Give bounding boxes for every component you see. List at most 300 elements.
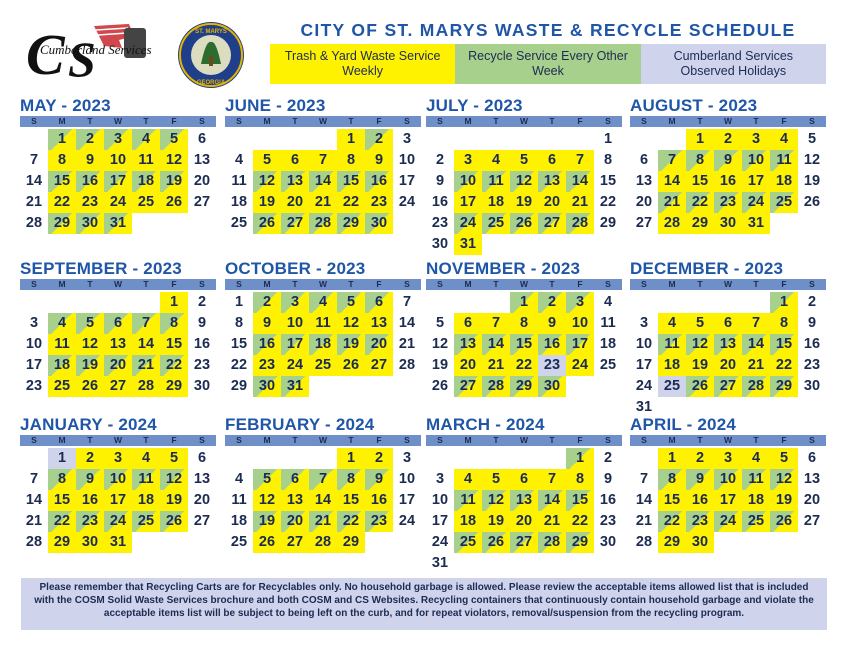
day-number: 18 bbox=[137, 173, 155, 189]
day-cell bbox=[337, 171, 365, 192]
day-number: 8 bbox=[575, 471, 585, 487]
week-row bbox=[20, 448, 216, 469]
day-number: 20 bbox=[719, 357, 737, 373]
day-number: 4 bbox=[141, 131, 151, 147]
day-number: 2 bbox=[603, 450, 613, 466]
day-cell bbox=[48, 150, 76, 171]
day-number: 14 bbox=[137, 336, 155, 352]
day-cell bbox=[686, 490, 714, 511]
day-number: 8 bbox=[779, 315, 789, 331]
day-cell bbox=[770, 129, 798, 150]
day-cell bbox=[132, 448, 160, 469]
weekday-label: F bbox=[577, 435, 583, 445]
day-number: 2 bbox=[262, 294, 272, 310]
week-row bbox=[630, 532, 826, 553]
day-number: 8 bbox=[57, 471, 67, 487]
day-cell bbox=[454, 334, 482, 355]
empty-day-cell bbox=[798, 213, 826, 234]
day-cell bbox=[20, 376, 48, 397]
day-number: 18 bbox=[53, 357, 71, 373]
day-number: 21 bbox=[747, 357, 765, 373]
day-number: 17 bbox=[719, 492, 737, 508]
day-number: 28 bbox=[314, 534, 332, 550]
day-number: 28 bbox=[398, 357, 416, 373]
day-number: 6 bbox=[290, 471, 300, 487]
day-number: 27 bbox=[515, 534, 533, 550]
day-number: 19 bbox=[165, 492, 183, 508]
day-number: 7 bbox=[318, 471, 328, 487]
day-cell bbox=[686, 448, 714, 469]
day-number: 7 bbox=[575, 152, 585, 168]
empty-day-cell bbox=[281, 129, 309, 150]
day-cell bbox=[538, 213, 566, 234]
day-cell bbox=[538, 192, 566, 213]
day-cell bbox=[686, 192, 714, 213]
day-cell bbox=[594, 213, 622, 234]
day-number: 3 bbox=[435, 471, 445, 487]
week-row bbox=[426, 171, 622, 192]
day-cell bbox=[742, 192, 770, 213]
empty-day-cell bbox=[365, 376, 393, 397]
day-cell bbox=[454, 171, 482, 192]
day-cell bbox=[188, 192, 216, 213]
day-cell bbox=[104, 532, 132, 553]
month-title: DECEMBER - 2023 bbox=[630, 259, 784, 278]
day-cell bbox=[76, 313, 104, 334]
weekday-label: S bbox=[605, 279, 611, 289]
day-number: 31 bbox=[109, 534, 127, 550]
day-cell bbox=[658, 448, 686, 469]
day-cell bbox=[742, 213, 770, 234]
day-number: 2 bbox=[197, 294, 207, 310]
empty-day-cell bbox=[20, 292, 48, 313]
day-number: 3 bbox=[29, 315, 39, 331]
day-cell bbox=[104, 448, 132, 469]
week-row bbox=[426, 192, 622, 213]
day-cell bbox=[770, 490, 798, 511]
day-cell bbox=[104, 469, 132, 490]
day-cell bbox=[160, 448, 188, 469]
day-cell bbox=[714, 213, 742, 234]
day-cell bbox=[426, 553, 454, 574]
day-number: 18 bbox=[747, 492, 765, 508]
day-number: 8 bbox=[346, 152, 356, 168]
weekday-header bbox=[630, 279, 826, 290]
day-cell bbox=[76, 532, 104, 553]
day-cell bbox=[714, 150, 742, 171]
day-number: 9 bbox=[695, 471, 705, 487]
week-row bbox=[630, 469, 826, 490]
day-number: 12 bbox=[342, 315, 360, 331]
day-cell bbox=[426, 234, 454, 255]
month-title: FEBRUARY - 2024 bbox=[225, 415, 375, 434]
day-number: 3 bbox=[639, 315, 649, 331]
day-cell bbox=[742, 490, 770, 511]
day-number: 13 bbox=[635, 173, 653, 189]
day-number: 8 bbox=[667, 471, 677, 487]
day-cell bbox=[188, 171, 216, 192]
day-cell bbox=[630, 469, 658, 490]
empty-day-cell bbox=[76, 292, 104, 313]
day-cell bbox=[253, 171, 281, 192]
day-cell bbox=[20, 469, 48, 490]
week-row bbox=[20, 129, 216, 150]
day-cell bbox=[309, 150, 337, 171]
empty-day-cell bbox=[482, 292, 510, 313]
week-row bbox=[20, 532, 216, 553]
weekday-label: T bbox=[292, 116, 298, 126]
week-row bbox=[426, 355, 622, 376]
day-cell bbox=[658, 469, 686, 490]
month-june-2023 bbox=[225, 96, 421, 234]
day-cell bbox=[538, 355, 566, 376]
week-row bbox=[225, 511, 421, 532]
day-cell bbox=[160, 334, 188, 355]
day-cell bbox=[510, 490, 538, 511]
day-cell bbox=[714, 334, 742, 355]
day-cell bbox=[104, 490, 132, 511]
day-cell bbox=[48, 490, 76, 511]
day-number: 6 bbox=[113, 315, 123, 331]
day-number: 22 bbox=[599, 194, 617, 210]
day-number: 2 bbox=[85, 131, 95, 147]
day-cell bbox=[48, 192, 76, 213]
day-number: 30 bbox=[599, 534, 617, 550]
week-row bbox=[426, 376, 622, 397]
day-cell bbox=[630, 355, 658, 376]
day-number: 20 bbox=[515, 513, 533, 529]
day-number: 28 bbox=[137, 378, 155, 394]
day-number: 3 bbox=[113, 450, 123, 466]
empty-day-cell bbox=[20, 129, 48, 150]
day-cell bbox=[742, 448, 770, 469]
day-number: 16 bbox=[370, 492, 388, 508]
day-cell bbox=[76, 192, 104, 213]
day-cell bbox=[742, 376, 770, 397]
day-cell bbox=[253, 292, 281, 313]
day-number: 13 bbox=[370, 315, 388, 331]
day-number: 5 bbox=[779, 450, 789, 466]
day-cell bbox=[630, 213, 658, 234]
day-cell bbox=[770, 511, 798, 532]
day-number: 14 bbox=[25, 173, 43, 189]
day-number: 5 bbox=[346, 294, 356, 310]
day-number: 21 bbox=[635, 513, 653, 529]
day-number: 17 bbox=[109, 492, 127, 508]
day-cell bbox=[594, 334, 622, 355]
day-cell bbox=[454, 355, 482, 376]
day-number: 31 bbox=[635, 399, 653, 415]
day-cell bbox=[48, 376, 76, 397]
day-number: 25 bbox=[53, 378, 71, 394]
day-cell bbox=[510, 334, 538, 355]
week-row bbox=[630, 355, 826, 376]
day-cell bbox=[510, 532, 538, 553]
day-cell bbox=[594, 192, 622, 213]
day-cell bbox=[510, 313, 538, 334]
day-cell bbox=[798, 334, 826, 355]
day-number: 16 bbox=[719, 173, 737, 189]
day-number: 26 bbox=[165, 513, 183, 529]
weekday-label: T bbox=[87, 435, 93, 445]
day-number: 22 bbox=[53, 194, 71, 210]
day-number: 2 bbox=[85, 450, 95, 466]
day-cell bbox=[76, 129, 104, 150]
day-number: 30 bbox=[691, 534, 709, 550]
month-title: APRIL - 2024 bbox=[630, 415, 737, 434]
week-row bbox=[20, 334, 216, 355]
day-cell bbox=[426, 334, 454, 355]
day-cell bbox=[337, 313, 365, 334]
day-cell bbox=[742, 313, 770, 334]
day-cell bbox=[188, 490, 216, 511]
day-cell bbox=[454, 150, 482, 171]
weekday-label: M bbox=[58, 435, 66, 445]
day-cell bbox=[365, 213, 393, 234]
day-number: 20 bbox=[193, 173, 211, 189]
day-number: 22 bbox=[165, 357, 183, 373]
day-number: 13 bbox=[193, 152, 211, 168]
day-number: 12 bbox=[803, 152, 821, 168]
day-number: 22 bbox=[230, 357, 248, 373]
day-number: 28 bbox=[314, 215, 332, 231]
day-cell bbox=[281, 292, 309, 313]
day-cell bbox=[594, 129, 622, 150]
day-number: 21 bbox=[137, 357, 155, 373]
day-number: 15 bbox=[691, 173, 709, 189]
day-number: 12 bbox=[775, 471, 793, 487]
day-cell bbox=[160, 355, 188, 376]
day-cell bbox=[594, 171, 622, 192]
day-number: 19 bbox=[258, 513, 276, 529]
day-number: 28 bbox=[571, 215, 589, 231]
st-marys-seal-logo bbox=[176, 20, 246, 90]
day-number: 11 bbox=[664, 336, 680, 352]
day-cell bbox=[365, 171, 393, 192]
empty-day-cell bbox=[798, 532, 826, 553]
month-title: MAY - 2023 bbox=[20, 96, 111, 115]
day-number: 10 bbox=[719, 471, 737, 487]
empty-day-cell bbox=[714, 292, 742, 313]
day-number: 29 bbox=[342, 215, 360, 231]
day-cell bbox=[188, 129, 216, 150]
day-cell bbox=[48, 532, 76, 553]
day-cell bbox=[798, 150, 826, 171]
weekday-header bbox=[20, 279, 216, 290]
day-number: 15 bbox=[342, 492, 360, 508]
day-number: 27 bbox=[286, 215, 304, 231]
day-cell bbox=[20, 490, 48, 511]
day-cell bbox=[104, 355, 132, 376]
day-cell bbox=[426, 469, 454, 490]
day-number: 9 bbox=[85, 471, 95, 487]
day-cell bbox=[798, 448, 826, 469]
day-number: 15 bbox=[571, 492, 589, 508]
day-cell bbox=[538, 313, 566, 334]
day-number: 20 bbox=[635, 194, 653, 210]
day-cell bbox=[48, 129, 76, 150]
day-number: 9 bbox=[807, 315, 817, 331]
day-cell bbox=[630, 490, 658, 511]
day-number: 9 bbox=[603, 471, 613, 487]
weekday-label: S bbox=[641, 279, 647, 289]
empty-day-cell bbox=[566, 129, 594, 150]
day-number: 23 bbox=[25, 378, 43, 394]
week-row bbox=[426, 553, 622, 574]
day-cell bbox=[686, 334, 714, 355]
week-row bbox=[630, 292, 826, 313]
week-row bbox=[20, 511, 216, 532]
day-cell bbox=[510, 469, 538, 490]
day-cell bbox=[48, 334, 76, 355]
weekday-label: S bbox=[404, 116, 410, 126]
day-number: 7 bbox=[141, 315, 151, 331]
day-cell bbox=[253, 511, 281, 532]
day-number: 20 bbox=[459, 357, 477, 373]
weekday-label: S bbox=[809, 116, 815, 126]
day-number: 25 bbox=[459, 534, 477, 550]
day-cell bbox=[770, 150, 798, 171]
day-cell bbox=[658, 192, 686, 213]
day-number: 16 bbox=[543, 336, 561, 352]
day-number: 3 bbox=[402, 131, 412, 147]
weekday-label: W bbox=[318, 435, 328, 445]
day-number: 13 bbox=[459, 336, 477, 352]
empty-day-cell bbox=[658, 292, 686, 313]
weekday-label: M bbox=[668, 435, 676, 445]
empty-day-cell bbox=[281, 448, 309, 469]
day-number: 1 bbox=[346, 450, 356, 466]
day-cell bbox=[566, 490, 594, 511]
day-number: 4 bbox=[603, 294, 613, 310]
day-cell bbox=[365, 129, 393, 150]
day-number: 5 bbox=[262, 152, 272, 168]
day-cell bbox=[76, 448, 104, 469]
day-cell bbox=[538, 171, 566, 192]
day-cell bbox=[770, 469, 798, 490]
empty-day-cell bbox=[253, 129, 281, 150]
day-number: 9 bbox=[374, 471, 384, 487]
day-number: 8 bbox=[169, 315, 179, 331]
day-number: 25 bbox=[137, 194, 155, 210]
day-number: 1 bbox=[346, 131, 356, 147]
week-row bbox=[630, 313, 826, 334]
day-number: 5 bbox=[85, 315, 95, 331]
day-cell bbox=[104, 334, 132, 355]
weekday-label: T bbox=[753, 116, 759, 126]
day-number: 1 bbox=[695, 131, 705, 147]
month-may-2023 bbox=[20, 96, 216, 234]
day-number: 22 bbox=[342, 513, 360, 529]
empty-day-cell bbox=[482, 553, 510, 574]
weekday-label: S bbox=[809, 435, 815, 445]
week-row bbox=[630, 448, 826, 469]
day-number: 21 bbox=[571, 194, 589, 210]
weekday-label: T bbox=[549, 116, 555, 126]
day-cell bbox=[132, 376, 160, 397]
day-number: 16 bbox=[599, 492, 617, 508]
day-number: 6 bbox=[290, 152, 300, 168]
day-number: 14 bbox=[487, 336, 505, 352]
day-cell bbox=[798, 171, 826, 192]
day-cell bbox=[253, 355, 281, 376]
empty-day-cell bbox=[482, 448, 510, 469]
week-row bbox=[20, 213, 216, 234]
day-cell bbox=[225, 532, 253, 553]
day-cell bbox=[48, 469, 76, 490]
day-cell bbox=[253, 213, 281, 234]
week-row bbox=[225, 213, 421, 234]
weekday-label: T bbox=[493, 116, 499, 126]
weekday-label: S bbox=[641, 116, 647, 126]
day-number: 6 bbox=[723, 315, 733, 331]
day-number: 25 bbox=[747, 513, 765, 529]
day-cell bbox=[798, 511, 826, 532]
day-number: 15 bbox=[775, 336, 793, 352]
day-cell bbox=[393, 192, 421, 213]
day-cell bbox=[798, 292, 826, 313]
day-number: 10 bbox=[571, 315, 589, 331]
weekday-label: M bbox=[464, 116, 472, 126]
day-cell bbox=[337, 292, 365, 313]
day-number: 20 bbox=[109, 357, 127, 373]
day-cell bbox=[686, 313, 714, 334]
day-number: 10 bbox=[431, 492, 449, 508]
day-number: 11 bbox=[138, 471, 154, 487]
day-number: 24 bbox=[109, 194, 127, 210]
day-cell bbox=[393, 171, 421, 192]
day-number: 17 bbox=[431, 513, 449, 529]
day-number: 4 bbox=[318, 294, 328, 310]
day-cell bbox=[630, 511, 658, 532]
day-number: 23 bbox=[691, 513, 709, 529]
day-number: 5 bbox=[491, 471, 501, 487]
day-number: 14 bbox=[543, 492, 561, 508]
week-row bbox=[225, 292, 421, 313]
day-cell bbox=[337, 334, 365, 355]
day-cell bbox=[686, 511, 714, 532]
day-number: 27 bbox=[803, 513, 821, 529]
day-cell bbox=[798, 376, 826, 397]
day-number: 27 bbox=[635, 215, 653, 231]
svg-text:ST. MARYS: ST. MARYS bbox=[195, 29, 227, 35]
day-cell bbox=[714, 313, 742, 334]
empty-day-cell bbox=[365, 532, 393, 553]
weekday-label: S bbox=[809, 279, 815, 289]
day-cell bbox=[48, 213, 76, 234]
day-cell bbox=[630, 192, 658, 213]
day-cell bbox=[160, 511, 188, 532]
day-number: 5 bbox=[435, 315, 445, 331]
empty-day-cell bbox=[337, 376, 365, 397]
day-cell bbox=[104, 192, 132, 213]
day-number: 30 bbox=[193, 378, 211, 394]
day-number: 16 bbox=[81, 173, 99, 189]
empty-day-cell bbox=[566, 234, 594, 255]
day-cell bbox=[225, 213, 253, 234]
day-cell bbox=[630, 150, 658, 171]
weekday-label: M bbox=[668, 279, 676, 289]
day-cell bbox=[426, 192, 454, 213]
day-number: 19 bbox=[431, 357, 449, 373]
day-number: 22 bbox=[515, 357, 533, 373]
day-cell bbox=[76, 334, 104, 355]
day-number: 23 bbox=[803, 357, 821, 373]
empty-day-cell bbox=[538, 553, 566, 574]
day-cell bbox=[454, 532, 482, 553]
day-cell bbox=[365, 469, 393, 490]
day-cell bbox=[393, 292, 421, 313]
